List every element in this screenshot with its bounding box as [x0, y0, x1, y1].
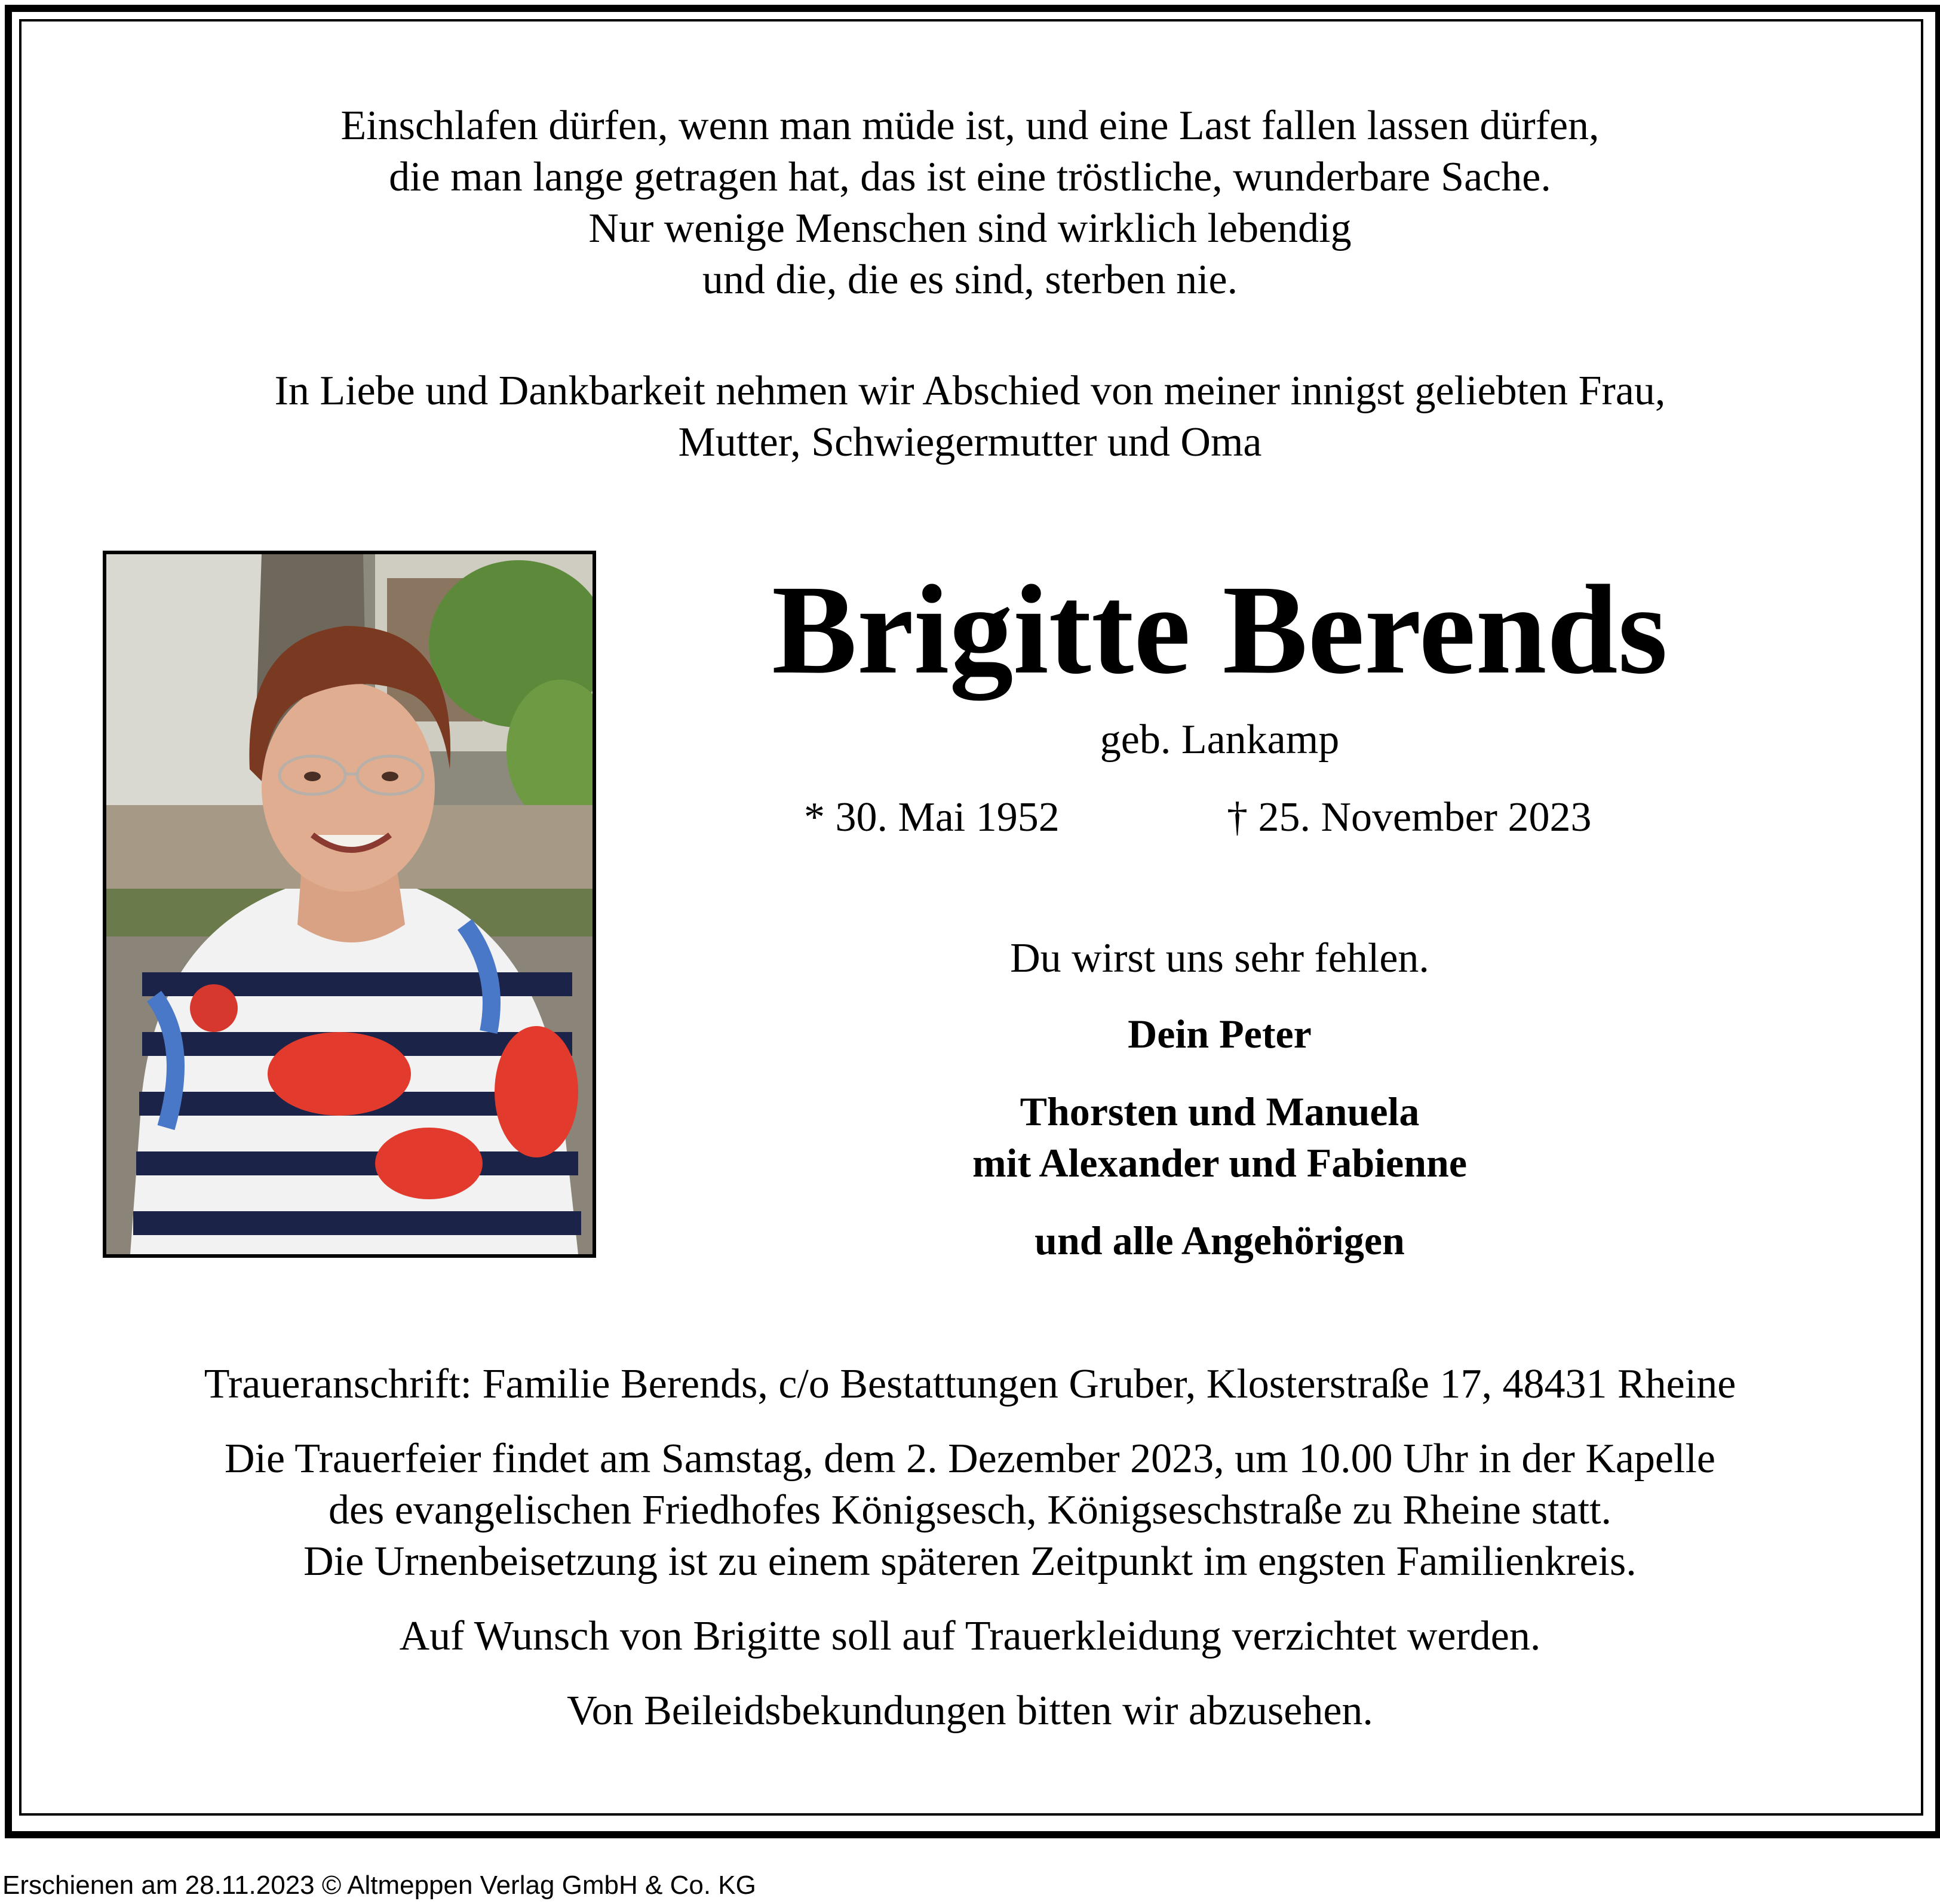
verse-line: Einschlafen dürfen, wenn man müde ist, und eine Last fallen lassen dürfen, — [340, 103, 1600, 149]
ceremony-line: Die Urnenbeisetzung ist zu einem späteren Zeitpunkt im engsten Familienkreis. — [303, 1538, 1637, 1584]
signature-line: mit Alexander und Fabienne — [972, 1140, 1468, 1186]
verse-line: die man lange getragen hat, das ist eine tröstliche, wunderbare Sache. — [389, 154, 1551, 200]
verse-line: Nur wenige Menschen sind wirklich lebendig — [588, 205, 1352, 251]
verse-line: und die, die es sind, sterben nie. — [702, 257, 1238, 303]
intro-line: In Liebe und Dankbarkeit nehmen wir Abschied von meiner innigst geliebten Frau, — [274, 368, 1666, 414]
intro-text — [0, 366, 1940, 468]
ceremony-line: Die Trauerfeier findet am Samstag, dem 2. Dezember 2023, um 10.00 Uhr in der Kapelle — [225, 1436, 1715, 1482]
mourning-address: Traueranschrift: Familie Berends, c/o Bestattungen Gruber, Klosterstraße 17, 48431 Rheine — [204, 1361, 1736, 1407]
birth-name: geb. Lankamp — [1100, 717, 1340, 763]
birth-date: * 30. Mai 1952 — [804, 794, 1060, 840]
dress-code-note: Auf Wunsch von Brigitte soll auf Trauerkleidung verzichtet werden. — [399, 1613, 1541, 1659]
intro-line: Mutter, Schwiegermutter und Oma — [678, 419, 1262, 465]
portrait-photo — [103, 551, 596, 1258]
signature-line: und alle Angehörigen — [1035, 1218, 1405, 1263]
death-date: † 25. November 2023 — [1227, 794, 1592, 840]
signature-line: Thorsten und Manuela — [1020, 1089, 1420, 1134]
ceremony-line: des evangelischen Friedhofes Königsesch, Königseschstraße zu Rheine statt. — [328, 1487, 1612, 1533]
condolence-note: Von Beileidsbekundungen bitten wir abzusehen. — [567, 1688, 1373, 1734]
farewell-line: Du wirst uns sehr fehlen. — [1010, 935, 1429, 981]
publication-footer: Erschienen am 28.11.2023 © Altmeppen Verlag GmbH & Co. KG — [2, 1871, 756, 1900]
portrait-illustration — [106, 554, 593, 1254]
ceremony-details — [0, 1433, 1940, 1587]
deceased-name: Brigitte Berends — [772, 559, 1668, 701]
signature-line: Dein Peter — [1128, 1011, 1312, 1057]
verse — [0, 100, 1940, 306]
